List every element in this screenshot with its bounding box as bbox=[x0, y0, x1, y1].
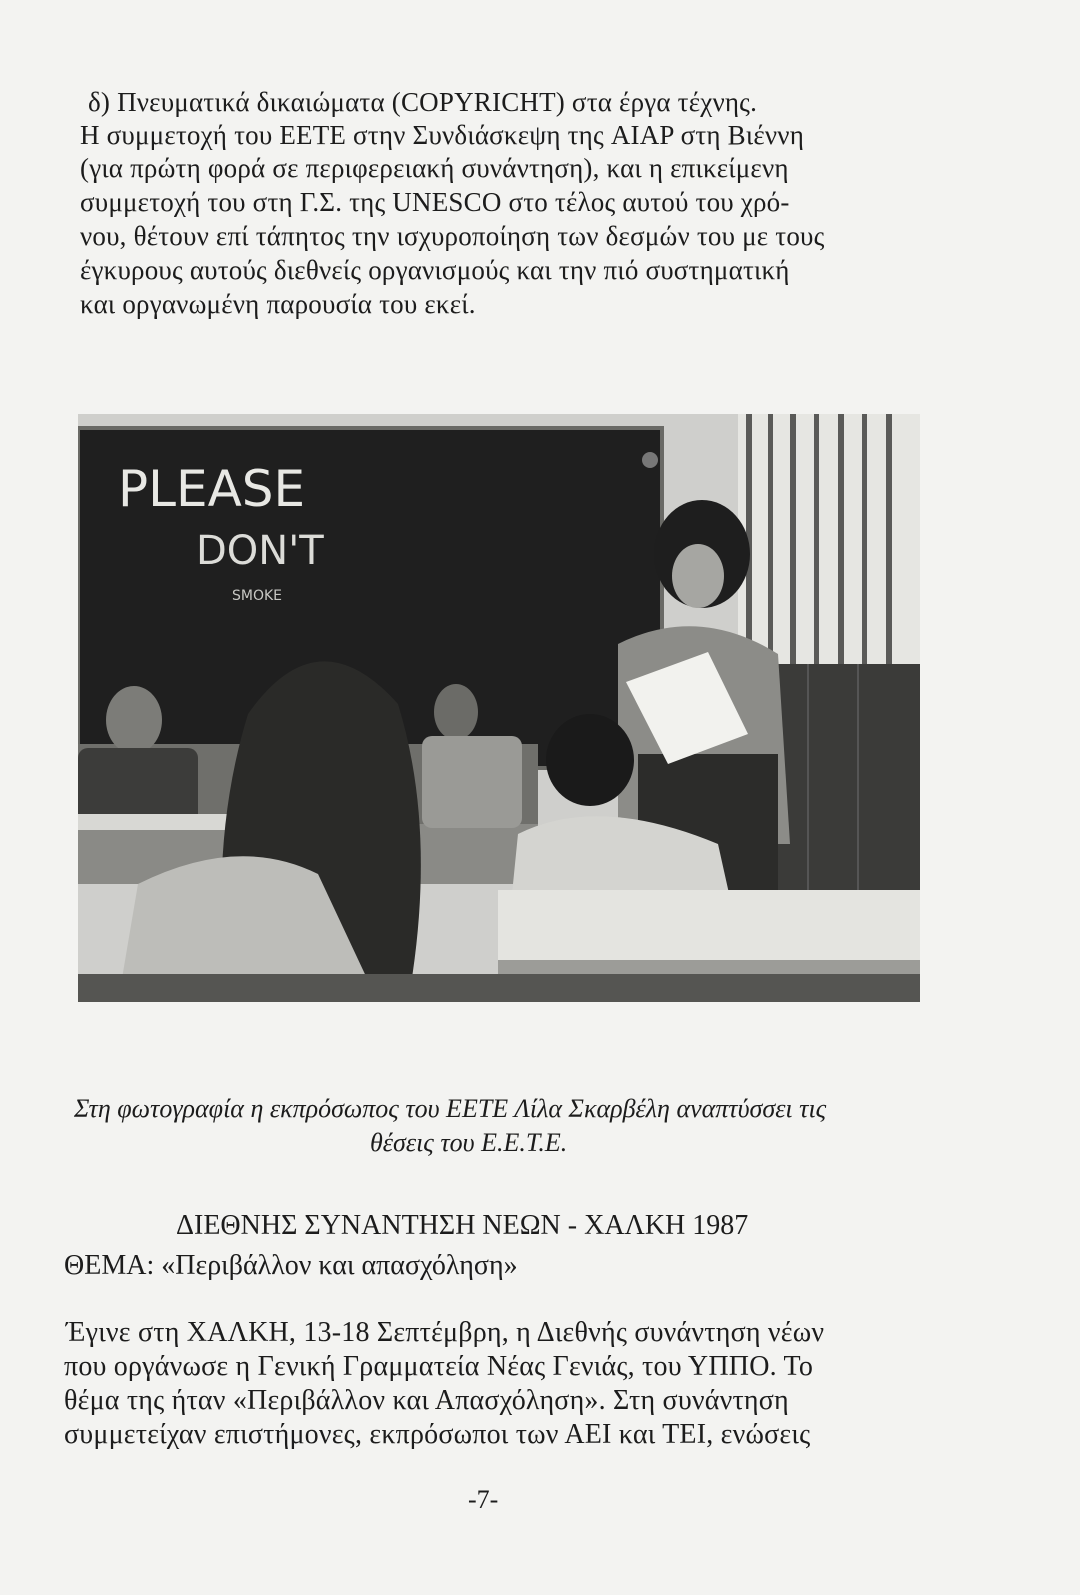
text-line: Η συμμετοχή του ΕΕΤΕ στην Συνδιάσκεψη της AIAP στη Βιέννη bbox=[80, 120, 805, 150]
classroom-photo bbox=[78, 414, 920, 1002]
text-line: δ) Πνευματικά δικαιώματα (COPYRICHT) στα έργα τέχνης. bbox=[88, 87, 758, 117]
section-heading: ΔΙΕΘΝΗΣ ΣΥΝΑΝΤΗΣΗ ΝΕΩΝ - ΧΑΛΚΗ 1987 bbox=[176, 1210, 749, 1241]
text-line: Έγινε στη ΧΑΛΚΗ, 13-18 Σεπτέμβρη, η Διεθνής συνάντηση νέων bbox=[66, 1317, 825, 1348]
board-text-smoke: SMOKE bbox=[232, 588, 283, 604]
text-line: (για πρώτη φορά σε περιφερειακή συνάντηση), και η επικείμενη bbox=[80, 153, 789, 183]
text-line: νου, θέτουν επί τάπητος την ισχυροποίηση των δεσμών του με τους bbox=[80, 221, 825, 251]
text-line: που οργάνωσε η Γενική Γραμματεία Νέας Γενιάς, του ΥΠΠΟ. Το bbox=[64, 1351, 814, 1382]
page-number: -7- bbox=[468, 1485, 499, 1514]
photo-caption-line-1: Στη φωτογραφία η εκπρόσωπος του ΕΕΤΕ Λίλα Σκαρβέλη αναπτύσσει τις bbox=[74, 1094, 827, 1123]
photo-caption-line-2: θέσεις του Ε.Ε.Τ.Ε. bbox=[370, 1128, 568, 1157]
text-line: έγκυρους αυτούς διεθνείς οργανισμούς και την πιό συστηματική bbox=[80, 255, 790, 285]
text-line: και οργανωμένη παρουσία του εκεί. bbox=[80, 289, 476, 319]
text-line: συμμετοχή του στη Γ.Σ. της UNESCO στο τέλος αυτού του χρό- bbox=[80, 187, 790, 217]
text-line: συμμετείχαν επιστήμονες, εκπρόσωποι των ΑΕΙ και ΤΕΙ, ενώσεις bbox=[64, 1419, 811, 1450]
section-theme: ΘΕΜΑ: «Περιβάλλον και απασχόληση» bbox=[64, 1250, 518, 1281]
board-text-dont: DON'T bbox=[196, 528, 324, 574]
board-text-please: PLEASE bbox=[118, 460, 306, 518]
text-line: θέμα της ήταν «Περιβάλλον και Απασχόληση». Στη συνάντηση bbox=[64, 1385, 789, 1416]
